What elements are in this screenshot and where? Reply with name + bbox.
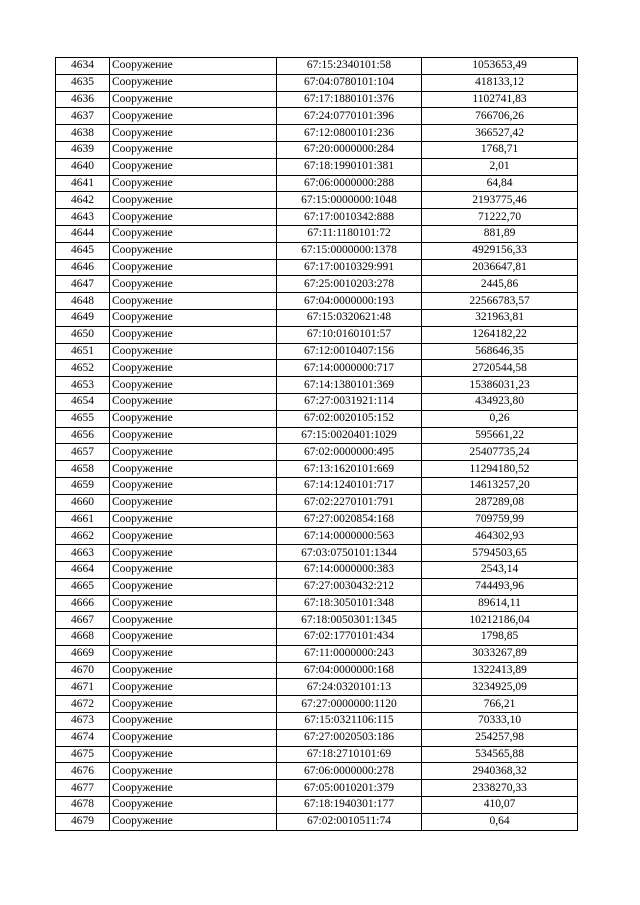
- cadastral-value-cell: 4929156,33: [422, 242, 578, 259]
- cadastral-value-cell: 1322413,89: [422, 662, 578, 679]
- row-number-cell: 4638: [56, 125, 110, 142]
- table-row: [56, 242, 578, 259]
- row-number-cell: 4654: [56, 393, 110, 410]
- table-row: [56, 393, 578, 410]
- table-row: [56, 528, 578, 545]
- row-number-cell: 4678: [56, 797, 110, 814]
- cadastral-number-cell: 67:27:0020854:168: [277, 511, 422, 528]
- row-number-cell: 4661: [56, 511, 110, 528]
- row-number-cell: 4660: [56, 494, 110, 511]
- cadastral-number-cell: 67:06:0000000:278: [277, 763, 422, 780]
- cadastral-value-cell: 2445,86: [422, 276, 578, 293]
- table-row: [56, 477, 578, 494]
- table-row: [56, 91, 578, 108]
- object-type-cell: Сооружение: [110, 780, 277, 797]
- object-type-cell: Сооружение: [110, 410, 277, 427]
- cadastral-number-cell: 67:18:3050101:348: [277, 595, 422, 612]
- cadastral-value-cell: 744493,96: [422, 578, 578, 595]
- row-number-cell: 4672: [56, 696, 110, 713]
- cadastral-number-cell: 67:12:0010407:156: [277, 343, 422, 360]
- cadastral-number-cell: 67:25:0010203:278: [277, 276, 422, 293]
- cadastral-value-cell: 410,07: [422, 797, 578, 814]
- row-number-cell: 4634: [56, 58, 110, 75]
- cadastral-number-cell: 67:02:1770101:434: [277, 629, 422, 646]
- table-row: [56, 309, 578, 326]
- cadastral-number-cell: 67:04:0000000:193: [277, 293, 422, 310]
- cadastral-number-cell: 67:15:0000000:1048: [277, 192, 422, 209]
- cadastral-value-cell: 0,26: [422, 410, 578, 427]
- cadastral-number-cell: 67:02:0010511:74: [277, 813, 422, 830]
- cadastral-number-cell: 67:18:0050301:1345: [277, 612, 422, 629]
- cadastral-value-cell: 418133,12: [422, 74, 578, 91]
- row-number-cell: 4644: [56, 225, 110, 242]
- cadastral-value-cell: 595661,22: [422, 427, 578, 444]
- table-row: [56, 158, 578, 175]
- registry-table-body: [56, 58, 578, 831]
- table-row: [56, 175, 578, 192]
- cadastral-number-cell: 67:24:0320101:13: [277, 679, 422, 696]
- row-number-cell: 4663: [56, 545, 110, 562]
- cadastral-number-cell: 67:20:0000000:284: [277, 141, 422, 158]
- object-type-cell: Сооружение: [110, 74, 277, 91]
- cadastral-number-cell: 67:27:0020503:186: [277, 729, 422, 746]
- object-type-cell: Сооружение: [110, 746, 277, 763]
- table-row: [56, 662, 578, 679]
- cadastral-number-cell: 67:24:0770101:396: [277, 108, 422, 125]
- table-row: [56, 125, 578, 142]
- cadastral-number-cell: 67:14:0000000:717: [277, 360, 422, 377]
- object-type-cell: Сооружение: [110, 595, 277, 612]
- object-type-cell: Сооружение: [110, 662, 277, 679]
- cadastral-value-cell: 881,89: [422, 225, 578, 242]
- row-number-cell: 4637: [56, 108, 110, 125]
- row-number-cell: 4677: [56, 780, 110, 797]
- cadastral-value-cell: 2,01: [422, 158, 578, 175]
- cadastral-number-cell: 67:18:2710101:69: [277, 746, 422, 763]
- cadastral-number-cell: 67:15:0320621:48: [277, 309, 422, 326]
- cadastral-number-cell: 67:14:1240101:717: [277, 477, 422, 494]
- cadastral-number-cell: 67:27:0031921:114: [277, 393, 422, 410]
- object-type-cell: Сооружение: [110, 477, 277, 494]
- row-number-cell: 4666: [56, 595, 110, 612]
- object-type-cell: Сооружение: [110, 511, 277, 528]
- cadastral-value-cell: 64,84: [422, 175, 578, 192]
- cadastral-value-cell: 2338270,33: [422, 780, 578, 797]
- table-row: [56, 629, 578, 646]
- cadastral-value-cell: 321963,81: [422, 309, 578, 326]
- row-number-cell: 4659: [56, 477, 110, 494]
- object-type-cell: Сооружение: [110, 91, 277, 108]
- cadastral-value-cell: 766,21: [422, 696, 578, 713]
- object-type-cell: Сооружение: [110, 461, 277, 478]
- table-row: [56, 444, 578, 461]
- cadastral-number-cell: 67:15:2340101:58: [277, 58, 422, 75]
- table-row: [56, 360, 578, 377]
- cadastral-number-cell: 67:02:2270101:791: [277, 494, 422, 511]
- row-number-cell: 4655: [56, 410, 110, 427]
- object-type-cell: Сооружение: [110, 242, 277, 259]
- table-row: [56, 713, 578, 730]
- cadastral-value-cell: 1053653,49: [422, 58, 578, 75]
- table-row: [56, 377, 578, 394]
- object-type-cell: Сооружение: [110, 494, 277, 511]
- cadastral-number-cell: 67:17:0010329:991: [277, 259, 422, 276]
- table-row: [56, 729, 578, 746]
- object-type-cell: Сооружение: [110, 763, 277, 780]
- table-row: [56, 427, 578, 444]
- object-type-cell: Сооружение: [110, 679, 277, 696]
- object-type-cell: Сооружение: [110, 141, 277, 158]
- object-type-cell: Сооружение: [110, 645, 277, 662]
- table-row: [56, 679, 578, 696]
- cadastral-number-cell: 67:14:1380101:369: [277, 377, 422, 394]
- object-type-cell: Сооружение: [110, 612, 277, 629]
- object-type-cell: Сооружение: [110, 192, 277, 209]
- object-type-cell: Сооружение: [110, 545, 277, 562]
- cadastral-value-cell: 0,64: [422, 813, 578, 830]
- table-row: [56, 746, 578, 763]
- object-type-cell: Сооружение: [110, 209, 277, 226]
- cadastral-value-cell: 10212186,04: [422, 612, 578, 629]
- row-number-cell: 4679: [56, 813, 110, 830]
- cadastral-value-cell: 15386031,23: [422, 377, 578, 394]
- cadastral-value-cell: 11294180,52: [422, 461, 578, 478]
- cadastral-value-cell: 709759,99: [422, 511, 578, 528]
- object-type-cell: Сооружение: [110, 629, 277, 646]
- cadastral-value-cell: 5794503,65: [422, 545, 578, 562]
- table-row: [56, 343, 578, 360]
- table-row: [56, 494, 578, 511]
- table-row: [56, 578, 578, 595]
- property-registry-table: [55, 57, 578, 831]
- row-number-cell: 4673: [56, 713, 110, 730]
- cadastral-value-cell: 766706,26: [422, 108, 578, 125]
- table-row: [56, 58, 578, 75]
- object-type-cell: Сооружение: [110, 696, 277, 713]
- cadastral-value-cell: 3234925,09: [422, 679, 578, 696]
- table-row: [56, 74, 578, 91]
- cadastral-value-cell: 366527,42: [422, 125, 578, 142]
- table-row: [56, 410, 578, 427]
- row-number-cell: 4676: [56, 763, 110, 780]
- table-row: [56, 259, 578, 276]
- cadastral-number-cell: 67:27:0030432:212: [277, 578, 422, 595]
- object-type-cell: Сооружение: [110, 528, 277, 545]
- cadastral-value-cell: 71222,70: [422, 209, 578, 226]
- object-type-cell: Сооружение: [110, 108, 277, 125]
- cadastral-value-cell: 1798,85: [422, 629, 578, 646]
- cadastral-value-cell: 2720544,58: [422, 360, 578, 377]
- table-row: [56, 612, 578, 629]
- cadastral-number-cell: 67:18:1990101:381: [277, 158, 422, 175]
- row-number-cell: 4658: [56, 461, 110, 478]
- row-number-cell: 4664: [56, 561, 110, 578]
- cadastral-number-cell: 67:03:0750101:1344: [277, 545, 422, 562]
- cadastral-value-cell: 254257,98: [422, 729, 578, 746]
- cadastral-number-cell: 67:04:0000000:168: [277, 662, 422, 679]
- object-type-cell: Сооружение: [110, 813, 277, 830]
- object-type-cell: Сооружение: [110, 309, 277, 326]
- row-number-cell: 4675: [56, 746, 110, 763]
- cadastral-number-cell: 67:15:0000000:1378: [277, 242, 422, 259]
- cadastral-value-cell: 2543,14: [422, 561, 578, 578]
- table-row: [56, 141, 578, 158]
- object-type-cell: Сооружение: [110, 713, 277, 730]
- cadastral-number-cell: 67:06:0000000:288: [277, 175, 422, 192]
- table-row: [56, 192, 578, 209]
- object-type-cell: Сооружение: [110, 444, 277, 461]
- cadastral-number-cell: 67:17:0010342:888: [277, 209, 422, 226]
- cadastral-value-cell: 287289,08: [422, 494, 578, 511]
- cadastral-value-cell: 568646,35: [422, 343, 578, 360]
- row-number-cell: 4645: [56, 242, 110, 259]
- row-number-cell: 4635: [56, 74, 110, 91]
- object-type-cell: Сооружение: [110, 158, 277, 175]
- row-number-cell: 4650: [56, 326, 110, 343]
- cadastral-value-cell: 2940368,32: [422, 763, 578, 780]
- cadastral-value-cell: 534565,88: [422, 746, 578, 763]
- cadastral-value-cell: 22566783,57: [422, 293, 578, 310]
- cadastral-value-cell: 1102741,83: [422, 91, 578, 108]
- cadastral-value-cell: 70333,10: [422, 713, 578, 730]
- cadastral-value-cell: 1264182,22: [422, 326, 578, 343]
- table-row: [56, 209, 578, 226]
- row-number-cell: 4649: [56, 309, 110, 326]
- object-type-cell: Сооружение: [110, 259, 277, 276]
- object-type-cell: Сооружение: [110, 326, 277, 343]
- cadastral-number-cell: 67:02:0000000:495: [277, 444, 422, 461]
- row-number-cell: 4639: [56, 141, 110, 158]
- table-row: [56, 511, 578, 528]
- cadastral-value-cell: 25407735,24: [422, 444, 578, 461]
- row-number-cell: 4670: [56, 662, 110, 679]
- row-number-cell: 4657: [56, 444, 110, 461]
- cadastral-number-cell: 67:02:0020105:152: [277, 410, 422, 427]
- cadastral-value-cell: 2036647,81: [422, 259, 578, 276]
- object-type-cell: Сооружение: [110, 125, 277, 142]
- cadastral-number-cell: 67:14:0000000:383: [277, 561, 422, 578]
- cadastral-number-cell: 67:04:0780101:104: [277, 74, 422, 91]
- table-row: [56, 696, 578, 713]
- object-type-cell: Сооружение: [110, 58, 277, 75]
- object-type-cell: Сооружение: [110, 343, 277, 360]
- cadastral-value-cell: 434923,80: [422, 393, 578, 410]
- cadastral-number-cell: 67:05:0010201:379: [277, 780, 422, 797]
- table-row: [56, 595, 578, 612]
- table-row: [56, 326, 578, 343]
- table-row: [56, 545, 578, 562]
- row-number-cell: 4647: [56, 276, 110, 293]
- object-type-cell: Сооружение: [110, 393, 277, 410]
- table-row: [56, 108, 578, 125]
- table-row: [56, 276, 578, 293]
- object-type-cell: Сооружение: [110, 175, 277, 192]
- cadastral-value-cell: 2193775,46: [422, 192, 578, 209]
- row-number-cell: 4641: [56, 175, 110, 192]
- row-number-cell: 4640: [56, 158, 110, 175]
- object-type-cell: Сооружение: [110, 729, 277, 746]
- cadastral-number-cell: 67:18:1940301:177: [277, 797, 422, 814]
- row-number-cell: 4671: [56, 679, 110, 696]
- table-row: [56, 225, 578, 242]
- object-type-cell: Сооружение: [110, 578, 277, 595]
- cadastral-number-cell: 67:27:0000000:1120: [277, 696, 422, 713]
- row-number-cell: 4643: [56, 209, 110, 226]
- table-row: [56, 780, 578, 797]
- table-row: [56, 293, 578, 310]
- row-number-cell: 4648: [56, 293, 110, 310]
- object-type-cell: Сооружение: [110, 293, 277, 310]
- row-number-cell: 4653: [56, 377, 110, 394]
- cadastral-value-cell: 464302,93: [422, 528, 578, 545]
- row-number-cell: 4674: [56, 729, 110, 746]
- row-number-cell: 4652: [56, 360, 110, 377]
- row-number-cell: 4651: [56, 343, 110, 360]
- cadastral-number-cell: 67:15:0321106:115: [277, 713, 422, 730]
- row-number-cell: 4662: [56, 528, 110, 545]
- cadastral-number-cell: 67:12:0800101:236: [277, 125, 422, 142]
- cadastral-number-cell: 67:11:1180101:72: [277, 225, 422, 242]
- table-row: [56, 763, 578, 780]
- row-number-cell: 4656: [56, 427, 110, 444]
- cadastral-number-cell: 67:14:0000000:563: [277, 528, 422, 545]
- cadastral-value-cell: 1768,71: [422, 141, 578, 158]
- row-number-cell: 4642: [56, 192, 110, 209]
- table-row: [56, 797, 578, 814]
- object-type-cell: Сооружение: [110, 276, 277, 293]
- row-number-cell: 4668: [56, 629, 110, 646]
- cadastral-number-cell: 67:13:1620101:669: [277, 461, 422, 478]
- table-row: [56, 813, 578, 830]
- cadastral-number-cell: 67:11:0000000:243: [277, 645, 422, 662]
- table-row: [56, 645, 578, 662]
- cadastral-number-cell: 67:15:0020401:1029: [277, 427, 422, 444]
- object-type-cell: Сооружение: [110, 561, 277, 578]
- cadastral-number-cell: 67:10:0160101:57: [277, 326, 422, 343]
- object-type-cell: Сооружение: [110, 225, 277, 242]
- row-number-cell: 4667: [56, 612, 110, 629]
- table-row: [56, 561, 578, 578]
- cadastral-value-cell: 89614,11: [422, 595, 578, 612]
- object-type-cell: Сооружение: [110, 427, 277, 444]
- row-number-cell: 4665: [56, 578, 110, 595]
- object-type-cell: Сооружение: [110, 360, 277, 377]
- row-number-cell: 4646: [56, 259, 110, 276]
- cadastral-value-cell: 14613257,20: [422, 477, 578, 494]
- object-type-cell: Сооружение: [110, 377, 277, 394]
- cadastral-value-cell: 3033267,89: [422, 645, 578, 662]
- object-type-cell: Сооружение: [110, 797, 277, 814]
- table-row: [56, 461, 578, 478]
- row-number-cell: 4669: [56, 645, 110, 662]
- row-number-cell: 4636: [56, 91, 110, 108]
- cadastral-number-cell: 67:17:1880101:376: [277, 91, 422, 108]
